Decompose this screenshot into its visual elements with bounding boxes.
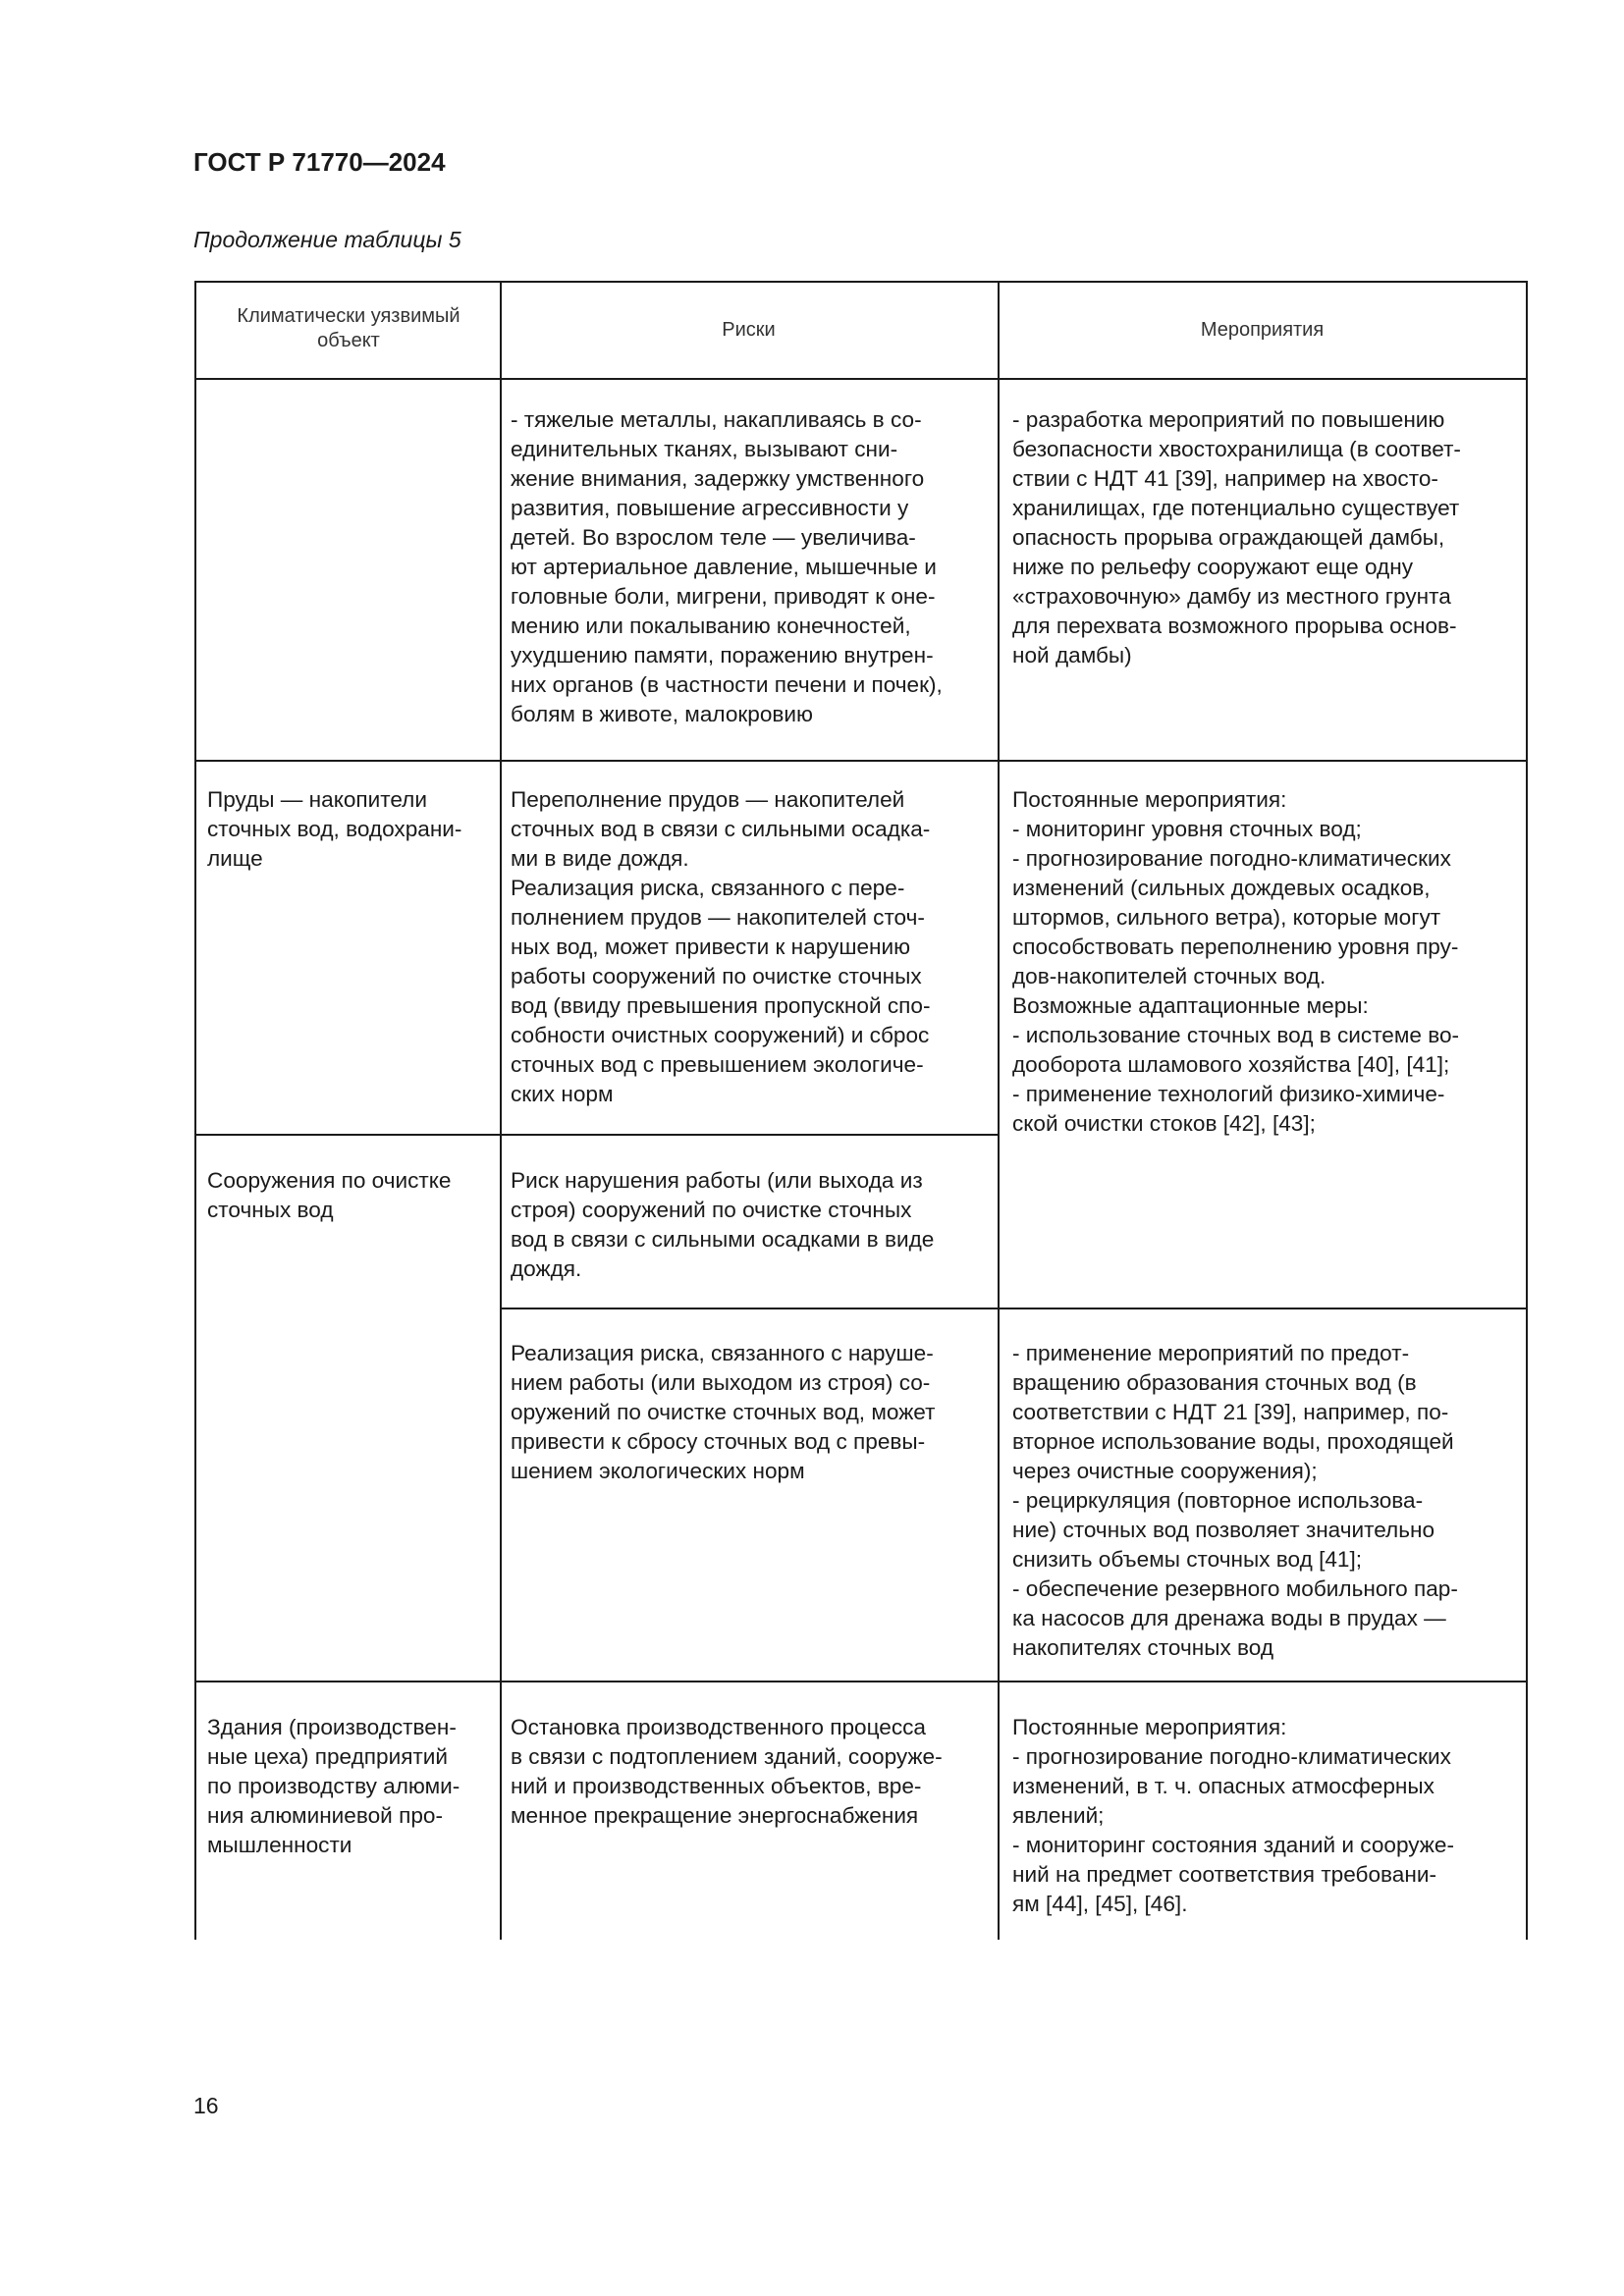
row-2-object: Сооружения по очистке сточных вод xyxy=(207,1168,452,1222)
table-caption: Продолжение таблицы 5 xyxy=(193,227,461,252)
row-1-risk: Переполнение прудов — накопителей сточных вод в связи с сильными осадка- ми в виде дождя. Реализация риска, связанного с пере- полнением прудов — накопителей сточ- ных вод, может привести к нарушению работы сооружений по очистке сточных вод (ввиду превышения пропускной спо- собности очистных сооружений) и сброс сточных вод с превышением экологиче- ских норм xyxy=(511,787,931,1106)
row-4-object: Здания (производствен- ные цеха) предприятий по производству алюми- ния алюминиевой про- мышленности xyxy=(207,1715,460,1857)
row-3-risk: Реализация риска, связанного с наруше- нием работы (или выходом из строя) со- оружений по очистке сточных вод, может привести к сбросу сточных вод с превы- шением экологических норм xyxy=(511,1341,936,1483)
row-2-risk: Риск нарушения работы (или выхода из строя) сооружений по очистке сточных вод в связи с сильными осадками в виде дождя. xyxy=(511,1168,935,1281)
column-header-risks: Риски xyxy=(722,319,776,341)
column-header-object: Климатически уязвимый объект xyxy=(237,305,460,351)
row-0-risk: - тяжелые металлы, накапливаясь в со- единительных тканях, вызывают сни- жение внимания, задержку умственного развития, повышение агрессивности у детей. Во взрослом теле — увеличива- ют артериальное давление, мышечные и головные боли, мигрени, приводят к оне- мению или покалыванию конечностей, ухудшению памяти, поражению внутрен- них органов (в частности печени и почек), болям в животе, малокровию xyxy=(511,407,943,726)
page-number: 16 xyxy=(193,2093,219,2118)
row-1-object: Пруды — накопители сточных вод, водохрани- лище xyxy=(207,787,462,871)
row-3-measures: - применение мероприятий по предот- вращению образования сточных вод (в соответствии с НДТ 21 [39], например, по- вторное использование воды, проходящей через очистные сооружения); - рециркуляция (повторное использова- ние) сточных вод позволяет значительно снизить объемы сточных вод [41]; - обеспечение резервного мобильного пар- ка насосов для дренажа воды в прудах — накопителях сточных вод xyxy=(1012,1341,1458,1660)
row-4-measures: Постоянные мероприятия: - прогнозирование погодно-климатических изменений, в т. ч. опасных атмосферных явлений; - мониторинг состояния зданий и сооруже- ний на предмет соответствия требовани- ям [44], [45], [46]. xyxy=(1012,1715,1455,1916)
document-code: ГОСТ Р 71770—2024 xyxy=(193,147,446,177)
row-0-measures: - разработка мероприятий по повышению безопасности хвостохранилища (в соответ- ствии с НДТ 41 [39], например на хвосто- хранилищах, где потенциально существует опасность прорыва ограждающей дамбы, ниже по рельефу сооружают еще одну «страховочную» дамбу из местного грунта для перехвата возможного прорыва основ- ной дамбы) xyxy=(1012,407,1461,667)
row-4-risk: Остановка производственного процесса в связи с подтоплением зданий, сооруже- ний и производственных объектов, вре- менное прекращение энергоснабжения xyxy=(511,1715,943,1828)
row-1-measures: Постоянные мероприятия: - мониторинг уровня сточных вод; - прогнозирование погодно-климатических изменений (сильных дождевых осадков, штормов, сильного ветра), которые могут способствовать переполнению уровня пру- дов-накопителей сточных вод. Возможные адаптационные меры: - использование сточных вод в системе во- дооборота шламового хозяйства [40], [41]; - применение технологий физико-химиче- ской очистки стоков [42], [43]; xyxy=(1012,787,1460,1136)
column-header-measures: Мероприятия xyxy=(1200,319,1325,341)
